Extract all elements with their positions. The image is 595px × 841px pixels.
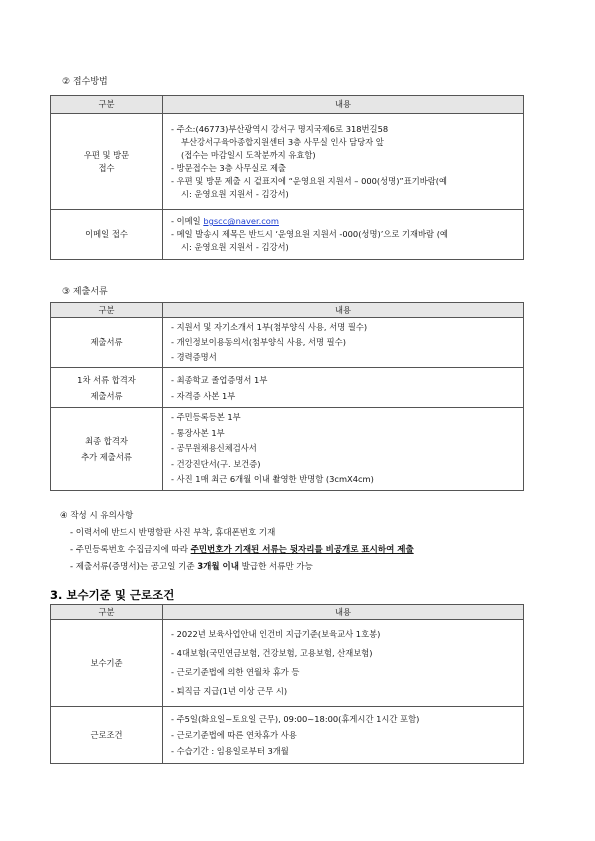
content-line <box>171 215 519 228</box>
category-line: 접수 <box>98 162 115 173</box>
table-row <box>51 318 524 368</box>
category-line: 추가 제출서류 <box>81 451 132 462</box>
note-item <box>60 559 414 576</box>
header-content: 내용 <box>163 96 524 114</box>
section-heading-submission-method: ② 접수방법 <box>62 77 108 87</box>
note-emphasis: 주민번호가 기재된 서류는 뒷자리를 비공개로 표시하여 제출 <box>190 545 414 555</box>
table-row <box>51 707 524 764</box>
row-category <box>51 408 163 491</box>
row-content <box>163 368 524 408</box>
row-category: 이메일 접수 <box>51 210 163 260</box>
row-content <box>163 318 524 368</box>
table-header-row <box>51 605 524 620</box>
content-line: - 수습기간 : 임용일로부터 3개월 <box>171 746 289 756</box>
note-text: 발급한 서류만 가능 <box>238 562 313 572</box>
table-header-row <box>51 303 524 318</box>
table-row <box>51 408 524 491</box>
header-category: 구분 <box>51 303 163 318</box>
content-line: - 메일 발송시 제목은 반드시 ‘운영요원 지원서 -000(성명)’으로 기재바람 (예 <box>171 229 448 239</box>
content-line: - 주민등록등본 1부 <box>171 412 241 422</box>
note-text: - 제출서류(증명서)는 공고일 기준 <box>70 562 198 572</box>
content-line: - 최종학교 졸업증명서 1부 <box>171 374 268 385</box>
category-line: 최종 합격자 <box>85 435 128 446</box>
content-line: - 지원서 및 자기소개서 1부(첨부양식 사용, 서명 필수) <box>171 322 368 332</box>
content-line: - 우편 및 방문 제출 시 겉표지에 “운영요원 지원서 – 000(성명)”표기바람(예 <box>171 175 448 186</box>
content-line: - 방문접수는 3층 사무실로 제출 <box>171 162 287 173</box>
category-line: 제출서류 <box>90 390 123 401</box>
email-link[interactable]: bgscc@naver.com <box>203 216 279 226</box>
email-label: - 이메일 <box>171 216 204 226</box>
pay-conditions-table <box>50 604 524 764</box>
content-line: - 건강진단서(구. 보건증) <box>171 458 261 469</box>
row-category: 제출서류 <box>51 318 163 368</box>
content-line: - 사진 1매 최근 6개월 이내 촬영한 반명함 (3cmX4cm) <box>171 474 374 484</box>
note-text: - 주민등록번호 수집금지에 따라 <box>70 545 191 555</box>
table-row <box>51 620 524 707</box>
documents-table <box>50 302 524 491</box>
section-heading-notes: ④ 작성 시 유의사항 <box>60 511 134 521</box>
content-line: (접수는 마감일시 도착분까지 유효함) <box>181 149 316 160</box>
note-item <box>60 542 414 559</box>
section-heading-documents: ③ 제출서류 <box>62 287 108 297</box>
row-content <box>163 707 524 764</box>
content-line: - 통장사본 1부 <box>171 427 225 438</box>
table-row <box>51 368 524 408</box>
row-content <box>163 210 524 260</box>
content-line: - 개인정보이용동의서(첨부양식 사용, 서명 필수) <box>171 337 346 347</box>
content-line: - 경력증명서 <box>171 352 217 362</box>
content-line: - 자격증 사본 1부 <box>171 390 236 401</box>
note-item: - 이력서에 반드시 반명함판 사진 부착, 휴대폰번호 기재 <box>70 528 276 538</box>
row-content <box>163 114 524 210</box>
row-category: 근로조건 <box>51 707 163 764</box>
content-line: - 공무원채용신체검사서 <box>171 443 257 453</box>
submission-method-table <box>50 95 524 260</box>
content-line: 시: 운영요원 지원서 - 김강서) <box>181 188 289 199</box>
note-emphasis: 3개월 이내 <box>197 562 239 572</box>
content-line: - 근로기준법에 의한 연월차 휴가 등 <box>171 667 300 677</box>
content-line: 부산강서구육아종합지원센터 3층 사무실 인사 담당자 앞 <box>181 136 384 147</box>
content-line: 시: 운영요원 지원서 - 김강서) <box>181 242 289 252</box>
row-category <box>51 368 163 408</box>
content-line: - 주소:(46773)부산광역시 강서구 명지국제6로 318번길58 <box>171 123 389 134</box>
category-line: 우편 및 방문 <box>83 149 130 160</box>
row-category: 보수기준 <box>51 620 163 707</box>
header-content: 내용 <box>163 303 524 318</box>
table-row <box>51 114 524 210</box>
content-line: - 2022년 보육사업안내 인건비 지급기준(보육교사 1호봉) <box>171 629 381 639</box>
content-line: - 주5일(화요일~토요일 근무), 09:00~18:00(휴게시간 1시간 포함) <box>171 714 420 724</box>
category-line: 1차 서류 합격자 <box>77 374 136 385</box>
writing-notes <box>60 508 414 576</box>
content-line: - 4대보험(국민연금보험, 건강보험, 고용보험, 산재보험) <box>171 648 373 658</box>
header-category: 구분 <box>51 96 163 114</box>
header-category: 구분 <box>51 605 163 620</box>
row-content <box>163 620 524 707</box>
content-line: - 근로기준법에 따른 연차휴가 사용 <box>171 730 297 740</box>
section-heading-pay: 3. 보수기준 및 근로조건 <box>50 588 175 602</box>
header-content: 내용 <box>163 605 524 620</box>
table-row <box>51 210 524 260</box>
row-category <box>51 114 163 210</box>
content-line: - 퇴직금 지급(1년 이상 근무 시) <box>171 686 288 696</box>
table-header-row <box>51 96 524 114</box>
row-content <box>163 408 524 491</box>
